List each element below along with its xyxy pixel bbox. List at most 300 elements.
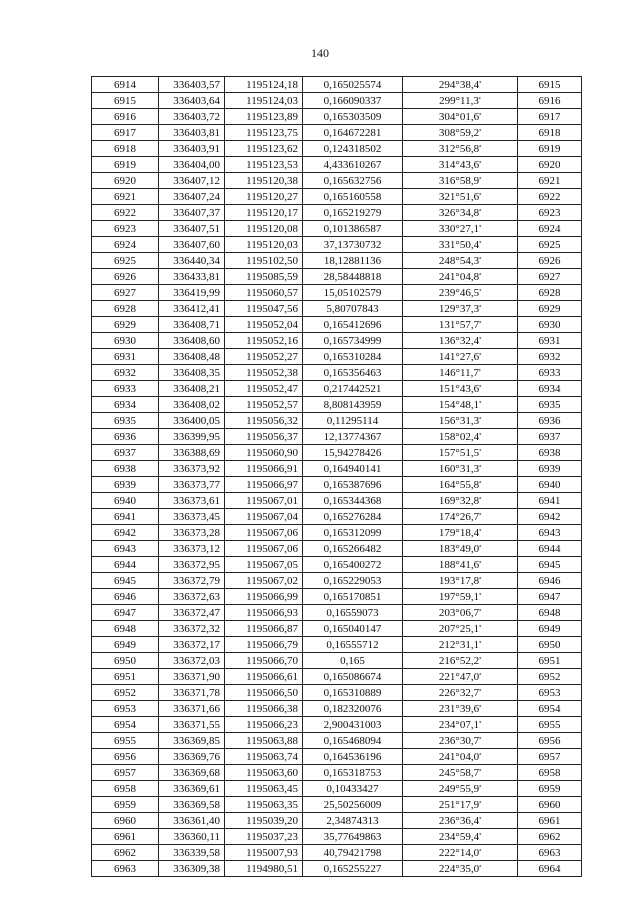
bearing-cell: 212°31,1' <box>403 637 518 653</box>
point-number-cell: 6941 <box>92 509 159 525</box>
x-coordinate-cell: 336399,95 <box>159 429 225 445</box>
point-number-cell: 6934 <box>92 397 159 413</box>
y-coordinate-cell: 1195066,91 <box>225 461 303 477</box>
bearing-cell: 239°46,5' <box>403 285 518 301</box>
y-coordinate-cell: 1195120,17 <box>225 205 303 221</box>
bearing-cell: 151°43,6' <box>403 381 518 397</box>
next-point-cell: 6950 <box>518 637 582 653</box>
point-number-cell: 6943 <box>92 541 159 557</box>
next-point-cell: 6928 <box>518 285 582 301</box>
bearing-cell: 207°25,1' <box>403 621 518 637</box>
table-row <box>92 605 582 621</box>
length-cell: 0,165086674 <box>303 669 403 685</box>
next-point-cell: 6917 <box>518 109 582 125</box>
length-cell: 0,165734999 <box>303 333 403 349</box>
table-row <box>92 317 582 333</box>
table-row <box>92 365 582 381</box>
table-row <box>92 701 582 717</box>
next-point-cell: 6934 <box>518 381 582 397</box>
table-row <box>92 653 582 669</box>
length-cell: 0,165356463 <box>303 365 403 381</box>
bearing-cell: 154°48,1' <box>403 397 518 413</box>
x-coordinate-cell: 336309,38 <box>159 861 225 877</box>
next-point-cell: 6954 <box>518 701 582 717</box>
x-coordinate-cell: 336372,63 <box>159 589 225 605</box>
next-point-cell: 6956 <box>518 733 582 749</box>
point-number-cell: 6935 <box>92 413 159 429</box>
y-coordinate-cell: 1195123,62 <box>225 141 303 157</box>
y-coordinate-cell: 1195066,97 <box>225 477 303 493</box>
length-cell: 0,182320076 <box>303 701 403 717</box>
point-number-cell: 6958 <box>92 781 159 797</box>
x-coordinate-cell: 336403,57 <box>159 77 225 93</box>
length-cell: 0,165344368 <box>303 493 403 509</box>
length-cell: 37,13730732 <box>303 237 403 253</box>
point-number-cell: 6922 <box>92 205 159 221</box>
table-row <box>92 109 582 125</box>
next-point-cell: 6953 <box>518 685 582 701</box>
table-row <box>92 381 582 397</box>
bearing-cell: 188°41,6' <box>403 557 518 573</box>
next-point-cell: 6960 <box>518 797 582 813</box>
length-cell: 8,808143959 <box>303 397 403 413</box>
point-number-cell: 6954 <box>92 717 159 733</box>
next-point-cell: 6962 <box>518 829 582 845</box>
bearing-cell: 316°58,9' <box>403 173 518 189</box>
bearing-cell: 236°30,7' <box>403 733 518 749</box>
point-number-cell: 6944 <box>92 557 159 573</box>
length-cell: 0,11295114 <box>303 413 403 429</box>
point-number-cell: 6927 <box>92 285 159 301</box>
next-point-cell: 6920 <box>518 157 582 173</box>
x-coordinate-cell: 336371,55 <box>159 717 225 733</box>
bearing-cell: 321°51,6' <box>403 189 518 205</box>
y-coordinate-cell: 1195060,57 <box>225 285 303 301</box>
table-row <box>92 157 582 173</box>
point-number-cell: 6947 <box>92 605 159 621</box>
length-cell: 18,12881136 <box>303 253 403 269</box>
y-coordinate-cell: 1195120,03 <box>225 237 303 253</box>
length-cell: 0,165025574 <box>303 77 403 93</box>
length-cell: 2,900431003 <box>303 717 403 733</box>
table-row <box>92 829 582 845</box>
x-coordinate-cell: 336373,77 <box>159 477 225 493</box>
x-coordinate-cell: 336408,71 <box>159 317 225 333</box>
bearing-cell: 248°54,3' <box>403 253 518 269</box>
length-cell: 15,94278426 <box>303 445 403 461</box>
next-point-cell: 6938 <box>518 445 582 461</box>
bearing-cell: 169°32,8' <box>403 493 518 509</box>
y-coordinate-cell: 1195066,79 <box>225 637 303 653</box>
point-number-cell: 6925 <box>92 253 159 269</box>
point-number-cell: 6914 <box>92 77 159 93</box>
table-row <box>92 269 582 285</box>
point-number-cell: 6938 <box>92 461 159 477</box>
table-row <box>92 717 582 733</box>
x-coordinate-cell: 336372,03 <box>159 653 225 669</box>
bearing-cell: 129°37,3' <box>403 301 518 317</box>
next-point-cell: 6935 <box>518 397 582 413</box>
next-point-cell: 6916 <box>518 93 582 109</box>
table-row <box>92 669 582 685</box>
bearing-cell: 203°06,7' <box>403 605 518 621</box>
table-row <box>92 845 582 861</box>
bearing-cell: 234°07,1' <box>403 717 518 733</box>
table-row <box>92 237 582 253</box>
table-row <box>92 173 582 189</box>
next-point-cell: 6949 <box>518 621 582 637</box>
y-coordinate-cell: 1195124,03 <box>225 93 303 109</box>
y-coordinate-cell: 1195124,18 <box>225 77 303 93</box>
y-coordinate-cell: 1195063,45 <box>225 781 303 797</box>
x-coordinate-cell: 336400,05 <box>159 413 225 429</box>
y-coordinate-cell: 1195063,74 <box>225 749 303 765</box>
table-row <box>92 557 582 573</box>
length-cell: 12,13774367 <box>303 429 403 445</box>
table-row <box>92 253 582 269</box>
bearing-cell: 216°52,2' <box>403 653 518 669</box>
x-coordinate-cell: 336371,90 <box>159 669 225 685</box>
next-point-cell: 6964 <box>518 861 582 877</box>
next-point-cell: 6936 <box>518 413 582 429</box>
length-cell: 15,05102579 <box>303 285 403 301</box>
length-cell: 0,165170851 <box>303 589 403 605</box>
point-number-cell: 6921 <box>92 189 159 205</box>
x-coordinate-cell: 336369,85 <box>159 733 225 749</box>
length-cell: 0,165632756 <box>303 173 403 189</box>
next-point-cell: 6926 <box>518 253 582 269</box>
point-number-cell: 6929 <box>92 317 159 333</box>
next-point-cell: 6941 <box>518 493 582 509</box>
table-row <box>92 125 582 141</box>
point-number-cell: 6962 <box>92 845 159 861</box>
table-row <box>92 349 582 365</box>
length-cell: 0,16559073 <box>303 605 403 621</box>
point-number-cell: 6959 <box>92 797 159 813</box>
bearing-cell: 241°04,8' <box>403 269 518 285</box>
next-point-cell: 6932 <box>518 349 582 365</box>
table-row <box>92 765 582 781</box>
y-coordinate-cell: 1195052,16 <box>225 333 303 349</box>
table-row <box>92 781 582 797</box>
y-coordinate-cell: 1195067,02 <box>225 573 303 589</box>
x-coordinate-cell: 336408,21 <box>159 381 225 397</box>
bearing-cell: 226°32,7' <box>403 685 518 701</box>
y-coordinate-cell: 1195007,93 <box>225 845 303 861</box>
x-coordinate-cell: 336408,48 <box>159 349 225 365</box>
next-point-cell: 6944 <box>518 541 582 557</box>
table-row <box>92 797 582 813</box>
next-point-cell: 6915 <box>518 77 582 93</box>
next-point-cell: 6947 <box>518 589 582 605</box>
y-coordinate-cell: 1195066,38 <box>225 701 303 717</box>
table-row <box>92 509 582 525</box>
table-row <box>92 397 582 413</box>
x-coordinate-cell: 336372,32 <box>159 621 225 637</box>
table-row <box>92 749 582 765</box>
x-coordinate-cell: 336360,11 <box>159 829 225 845</box>
table-row <box>92 461 582 477</box>
coordinates-table <box>91 76 582 877</box>
y-coordinate-cell: 1195066,61 <box>225 669 303 685</box>
x-coordinate-cell: 336403,91 <box>159 141 225 157</box>
y-coordinate-cell: 1195120,27 <box>225 189 303 205</box>
length-cell: 0,165276284 <box>303 509 403 525</box>
x-coordinate-cell: 336372,47 <box>159 605 225 621</box>
point-number-cell: 6918 <box>92 141 159 157</box>
y-coordinate-cell: 1195037,23 <box>225 829 303 845</box>
next-point-cell: 6919 <box>518 141 582 157</box>
point-number-cell: 6946 <box>92 589 159 605</box>
x-coordinate-cell: 336408,35 <box>159 365 225 381</box>
next-point-cell: 6930 <box>518 317 582 333</box>
bearing-cell: 294°38,4' <box>403 77 518 93</box>
point-number-cell: 6936 <box>92 429 159 445</box>
length-cell: 0,166090337 <box>303 93 403 109</box>
table-row <box>92 589 582 605</box>
length-cell: 40,79421798 <box>303 845 403 861</box>
y-coordinate-cell: 1195066,70 <box>225 653 303 669</box>
table-row <box>92 77 582 93</box>
y-coordinate-cell: 1195052,47 <box>225 381 303 397</box>
next-point-cell: 6943 <box>518 525 582 541</box>
x-coordinate-cell: 336373,61 <box>159 493 225 509</box>
point-number-cell: 6963 <box>92 861 159 877</box>
y-coordinate-cell: 1195123,75 <box>225 125 303 141</box>
x-coordinate-cell: 336373,28 <box>159 525 225 541</box>
y-coordinate-cell: 1195067,04 <box>225 509 303 525</box>
point-number-cell: 6926 <box>92 269 159 285</box>
y-coordinate-cell: 1195066,50 <box>225 685 303 701</box>
next-point-cell: 6951 <box>518 653 582 669</box>
length-cell: 0,165229053 <box>303 573 403 589</box>
next-point-cell: 6927 <box>518 269 582 285</box>
x-coordinate-cell: 336403,72 <box>159 109 225 125</box>
point-number-cell: 6953 <box>92 701 159 717</box>
length-cell: 28,58448818 <box>303 269 403 285</box>
y-coordinate-cell: 1195060,90 <box>225 445 303 461</box>
bearing-cell: 197°59,1' <box>403 589 518 605</box>
length-cell: 0,165310889 <box>303 685 403 701</box>
table-row <box>92 637 582 653</box>
point-number-cell: 6948 <box>92 621 159 637</box>
bearing-cell: 160°31,3' <box>403 461 518 477</box>
bearing-cell: 193°17,8' <box>403 573 518 589</box>
point-number-cell: 6950 <box>92 653 159 669</box>
next-point-cell: 6957 <box>518 749 582 765</box>
bearing-cell: 136°32,4' <box>403 333 518 349</box>
length-cell: 0,165387696 <box>303 477 403 493</box>
bearing-cell: 183°49,0' <box>403 541 518 557</box>
x-coordinate-cell: 336408,60 <box>159 333 225 349</box>
bearing-cell: 241°04,0' <box>403 749 518 765</box>
bearing-cell: 174°26,7' <box>403 509 518 525</box>
length-cell: 0,165400272 <box>303 557 403 573</box>
next-point-cell: 6958 <box>518 765 582 781</box>
x-coordinate-cell: 336407,60 <box>159 237 225 253</box>
x-coordinate-cell: 336373,12 <box>159 541 225 557</box>
point-number-cell: 6919 <box>92 157 159 173</box>
x-coordinate-cell: 336372,95 <box>159 557 225 573</box>
x-coordinate-cell: 336369,58 <box>159 797 225 813</box>
y-coordinate-cell: 1195066,23 <box>225 717 303 733</box>
x-coordinate-cell: 336369,68 <box>159 765 225 781</box>
next-point-cell: 6931 <box>518 333 582 349</box>
length-cell: 0,165318753 <box>303 765 403 781</box>
bearing-cell: 308°59,2' <box>403 125 518 141</box>
point-number-cell: 6930 <box>92 333 159 349</box>
table-row <box>92 413 582 429</box>
x-coordinate-cell: 336407,12 <box>159 173 225 189</box>
y-coordinate-cell: 1195056,32 <box>225 413 303 429</box>
table-row <box>92 861 582 877</box>
point-number-cell: 6924 <box>92 237 159 253</box>
y-coordinate-cell: 1195052,27 <box>225 349 303 365</box>
next-point-cell: 6942 <box>518 509 582 525</box>
x-coordinate-cell: 336433,81 <box>159 269 225 285</box>
bearing-cell: 249°55,9' <box>403 781 518 797</box>
point-number-cell: 6942 <box>92 525 159 541</box>
next-point-cell: 6961 <box>518 813 582 829</box>
x-coordinate-cell: 336407,51 <box>159 221 225 237</box>
point-number-cell: 6961 <box>92 829 159 845</box>
length-cell: 0,164940141 <box>303 461 403 477</box>
page-number: 140 <box>311 46 329 60</box>
table-row <box>92 333 582 349</box>
bearing-cell: 231°39,6' <box>403 701 518 717</box>
bearing-cell: 245°58,7' <box>403 765 518 781</box>
point-number-cell: 6917 <box>92 125 159 141</box>
bearing-cell: 141°27,6' <box>403 349 518 365</box>
x-coordinate-cell: 336372,79 <box>159 573 225 589</box>
y-coordinate-cell: 1195039,20 <box>225 813 303 829</box>
table-row <box>92 685 582 701</box>
point-number-cell: 6951 <box>92 669 159 685</box>
point-number-cell: 6960 <box>92 813 159 829</box>
x-coordinate-cell: 336408,02 <box>159 397 225 413</box>
x-coordinate-cell: 336373,45 <box>159 509 225 525</box>
table-row <box>92 189 582 205</box>
bearing-cell: 156°31,3' <box>403 413 518 429</box>
length-cell: 0,164672281 <box>303 125 403 141</box>
next-point-cell: 6946 <box>518 573 582 589</box>
x-coordinate-cell: 336403,81 <box>159 125 225 141</box>
next-point-cell: 6925 <box>518 237 582 253</box>
point-number-cell: 6928 <box>92 301 159 317</box>
y-coordinate-cell: 1195067,05 <box>225 557 303 573</box>
table-row <box>92 541 582 557</box>
bearing-cell: 299°11,3' <box>403 93 518 109</box>
y-coordinate-cell: 1195066,87 <box>225 621 303 637</box>
length-cell: 0,101386587 <box>303 221 403 237</box>
x-coordinate-cell: 336372,17 <box>159 637 225 653</box>
next-point-cell: 6959 <box>518 781 582 797</box>
x-coordinate-cell: 336404,00 <box>159 157 225 173</box>
next-point-cell: 6955 <box>518 717 582 733</box>
bearing-cell: 331°50,4' <box>403 237 518 253</box>
point-number-cell: 6945 <box>92 573 159 589</box>
x-coordinate-cell: 336369,76 <box>159 749 225 765</box>
bearing-cell: 326°34,8' <box>403 205 518 221</box>
x-coordinate-cell: 336371,66 <box>159 701 225 717</box>
y-coordinate-cell: 1195123,89 <box>225 109 303 125</box>
y-coordinate-cell: 1195120,38 <box>225 173 303 189</box>
table-body <box>92 77 582 877</box>
x-coordinate-cell: 336371,78 <box>159 685 225 701</box>
y-coordinate-cell: 1195066,93 <box>225 605 303 621</box>
length-cell: 0,165219279 <box>303 205 403 221</box>
point-number-cell: 6952 <box>92 685 159 701</box>
bearing-cell: 222°14,0' <box>403 845 518 861</box>
point-number-cell: 6939 <box>92 477 159 493</box>
table-row <box>92 205 582 221</box>
bearing-cell: 164°55,8' <box>403 477 518 493</box>
y-coordinate-cell: 1195123,53 <box>225 157 303 173</box>
y-coordinate-cell: 1195052,38 <box>225 365 303 381</box>
length-cell: 0,16555712 <box>303 637 403 653</box>
length-cell: 0,165255227 <box>303 861 403 877</box>
table-row <box>92 813 582 829</box>
y-coordinate-cell: 1195063,60 <box>225 765 303 781</box>
length-cell: 0,165 <box>303 653 403 669</box>
length-cell: 0,165468094 <box>303 733 403 749</box>
point-number-cell: 6915 <box>92 93 159 109</box>
y-coordinate-cell: 1195066,99 <box>225 589 303 605</box>
point-number-cell: 6949 <box>92 637 159 653</box>
x-coordinate-cell: 336412,41 <box>159 301 225 317</box>
next-point-cell: 6921 <box>518 173 582 189</box>
point-number-cell: 6940 <box>92 493 159 509</box>
bearing-cell: 179°18,4' <box>403 525 518 541</box>
next-point-cell: 6940 <box>518 477 582 493</box>
point-number-cell: 6933 <box>92 381 159 397</box>
point-number-cell: 6957 <box>92 765 159 781</box>
table-row <box>92 477 582 493</box>
y-coordinate-cell: 1195085,59 <box>225 269 303 285</box>
bearing-cell: 158°02,4' <box>403 429 518 445</box>
length-cell: 0,165266482 <box>303 541 403 557</box>
length-cell: 0,124318502 <box>303 141 403 157</box>
y-coordinate-cell: 1195067,01 <box>225 493 303 509</box>
bearing-cell: 146°11,7' <box>403 365 518 381</box>
point-number-cell: 6955 <box>92 733 159 749</box>
point-number-cell: 6923 <box>92 221 159 237</box>
bearing-cell: 236°36,4' <box>403 813 518 829</box>
next-point-cell: 6948 <box>518 605 582 621</box>
table-row <box>92 621 582 637</box>
next-point-cell: 6923 <box>518 205 582 221</box>
y-coordinate-cell: 1195052,04 <box>225 317 303 333</box>
length-cell: 0,165412696 <box>303 317 403 333</box>
x-coordinate-cell: 336373,92 <box>159 461 225 477</box>
y-coordinate-cell: 1195102,50 <box>225 253 303 269</box>
point-number-cell: 6932 <box>92 365 159 381</box>
length-cell: 0,165303509 <box>303 109 403 125</box>
x-coordinate-cell: 336403,64 <box>159 93 225 109</box>
bearing-cell: 131°57,7' <box>403 317 518 333</box>
y-coordinate-cell: 1194980,51 <box>225 861 303 877</box>
next-point-cell: 6922 <box>518 189 582 205</box>
x-coordinate-cell: 336440,34 <box>159 253 225 269</box>
y-coordinate-cell: 1195067,06 <box>225 525 303 541</box>
next-point-cell: 6952 <box>518 669 582 685</box>
length-cell: 0,165310284 <box>303 349 403 365</box>
next-point-cell: 6939 <box>518 461 582 477</box>
y-coordinate-cell: 1195056,37 <box>225 429 303 445</box>
length-cell: 0,165312099 <box>303 525 403 541</box>
length-cell: 2,34874313 <box>303 813 403 829</box>
next-point-cell: 6937 <box>518 429 582 445</box>
